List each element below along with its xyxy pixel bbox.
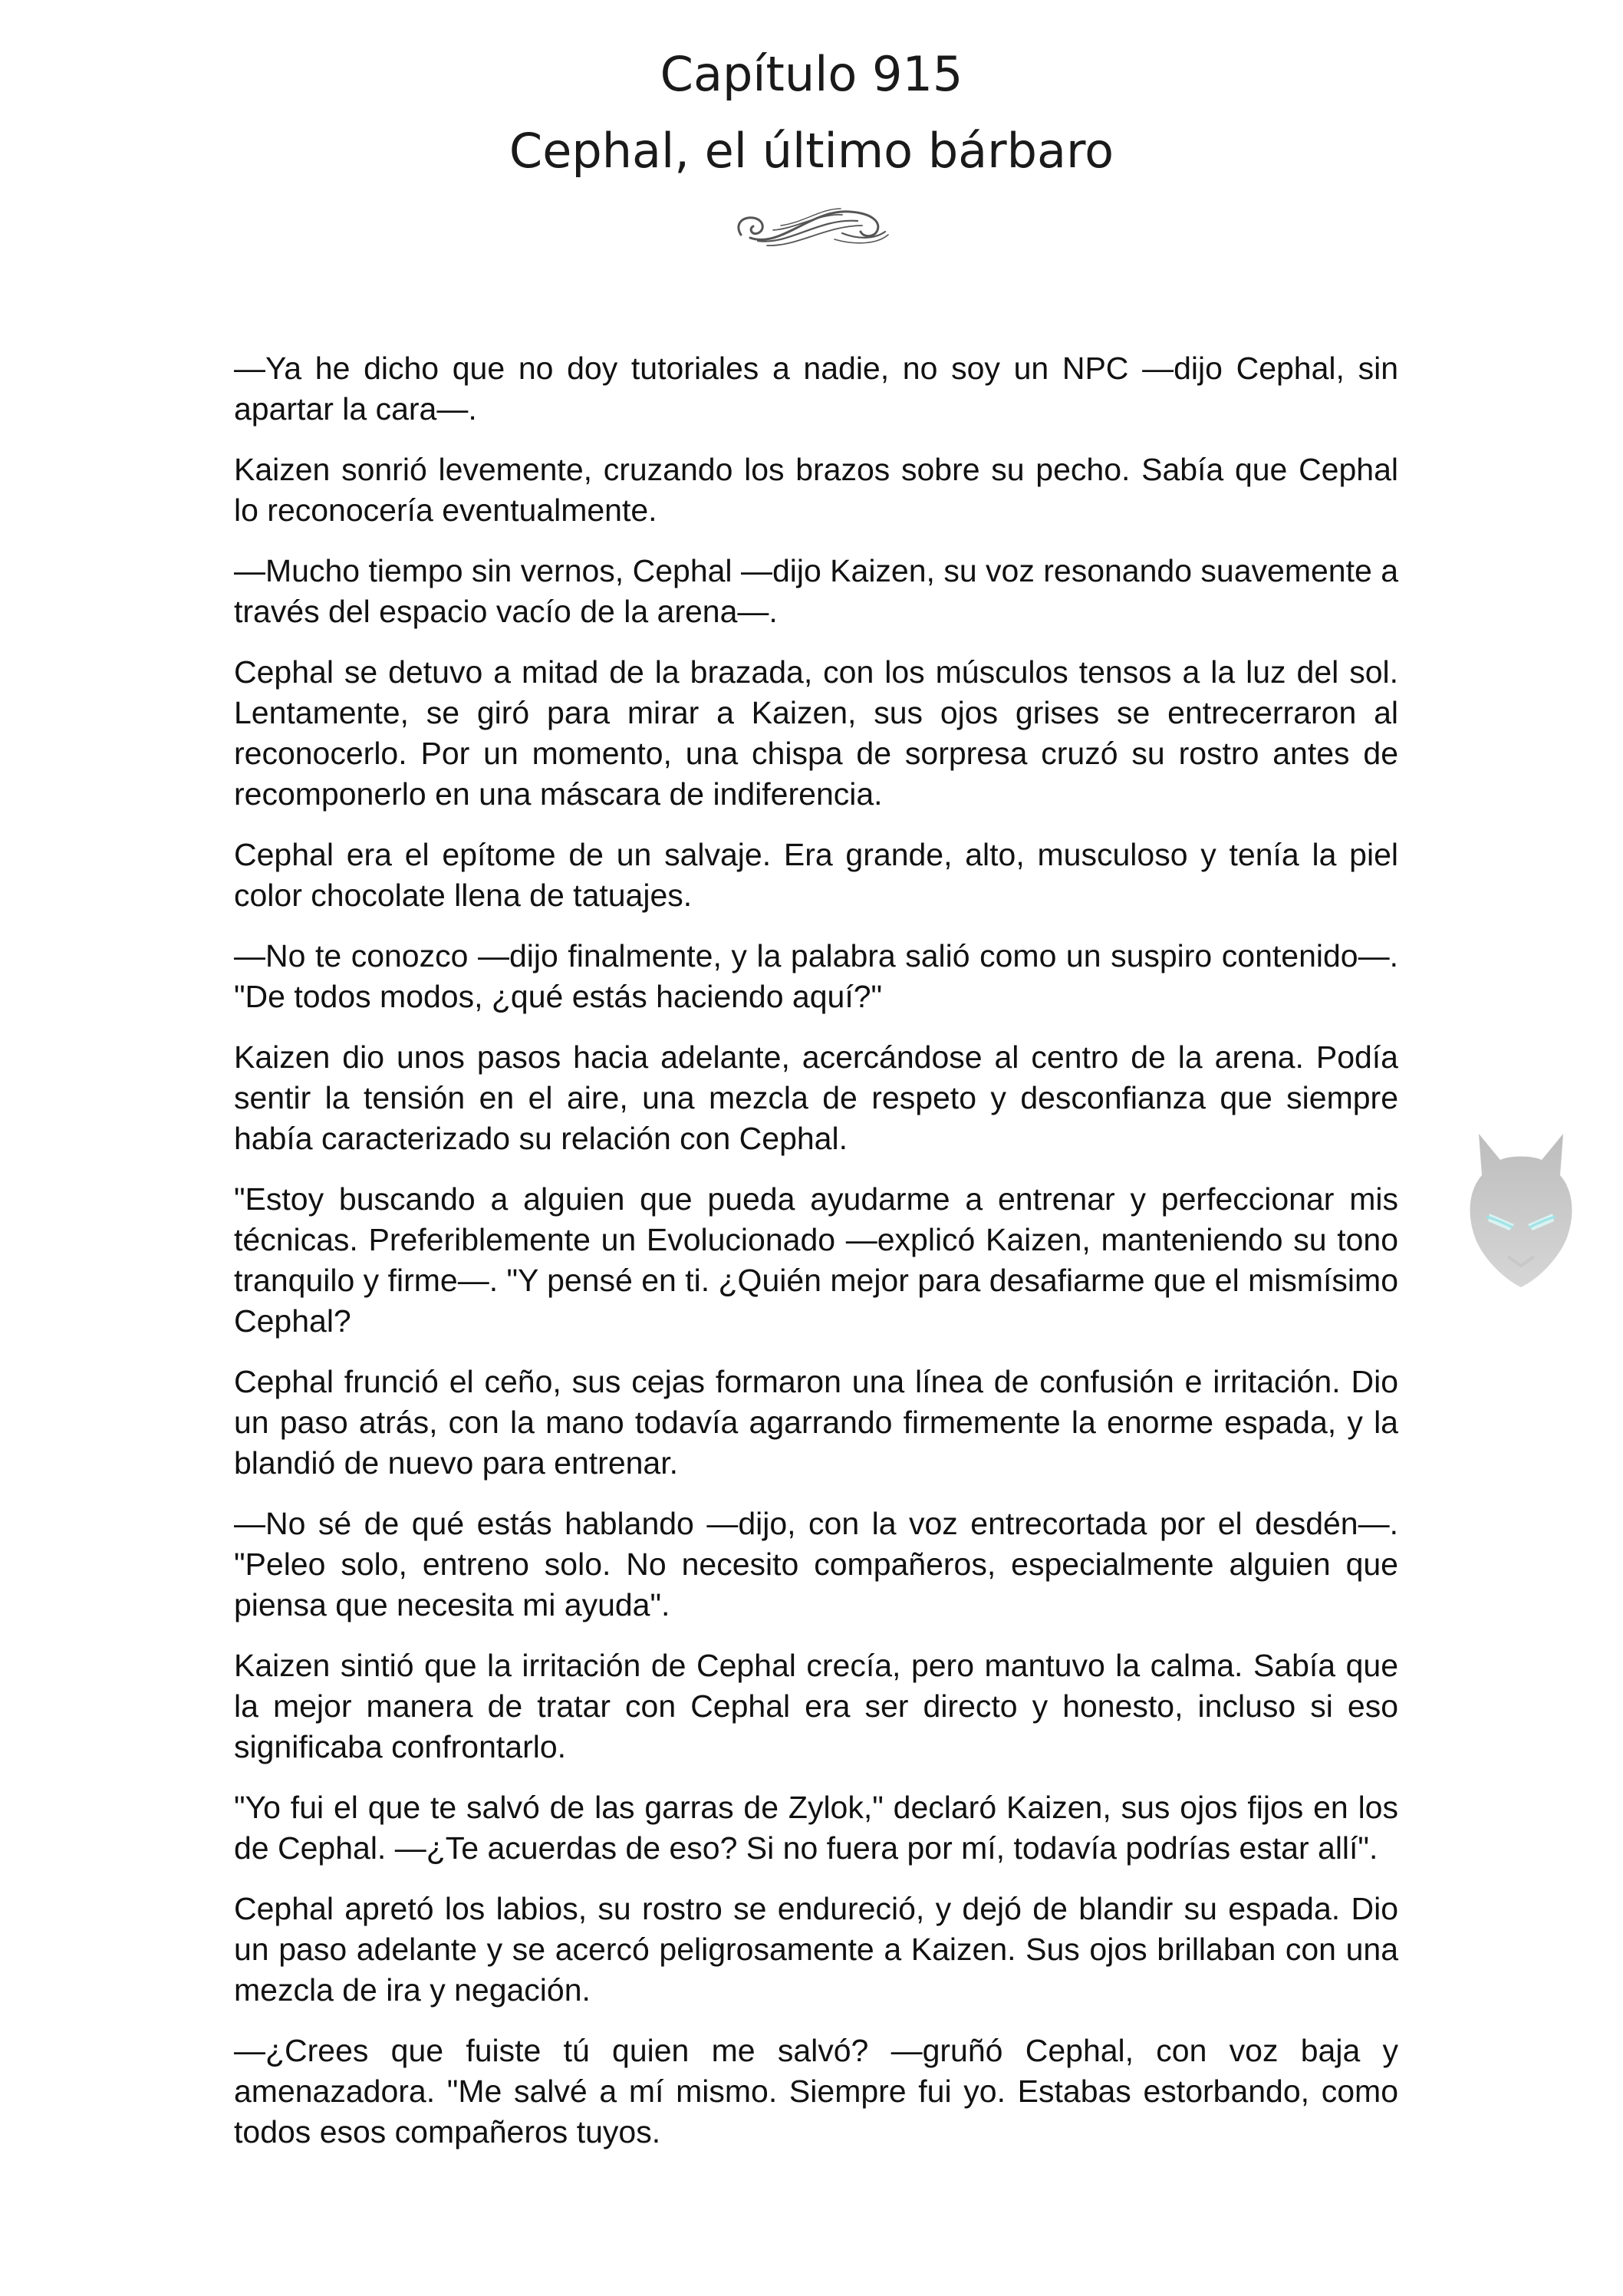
paragraph: Cephal era el epítome de un salvaje. Era grande, alto, musculoso y tenía la piel color chocolate llena de tatuajes. (234, 837, 1398, 913)
chapter-title: Cephal, el último bárbaro (509, 123, 1114, 179)
paragraph: Kaizen sonrió levemente, cruzando los brazos sobre su pecho. Sabía que Cephal lo reconocería eventualmente. (234, 452, 1398, 528)
paragraph: Cephal frunció el ceño, sus cejas formaron una línea de confusión e irritación. Dio un paso atrás, con la mano todavía agarrando firmemente la enorme espada, y la blandió de nuevo para entrenar. (234, 1364, 1398, 1481)
paragraph: —No te conozco —dijo finalmente, y la palabra salió como un suspiro contenido—. "De todos modos, ¿qué estás haciendo aquí?" (234, 938, 1398, 1014)
paragraph: "Yo fui el que te salvó de las garras de Zylok," declaró Kaizen, sus ojos fijos en los de Cephal. —¿Te acuerdas de eso? Si no fuera por mí, todavía podrías estar allí". (234, 1790, 1398, 1866)
demon-head-logo-icon (1463, 1128, 1579, 1293)
paragraph: Kaizen dio unos pasos hacia adelante, acercándose al centro de la arena. Podía sentir la tensión en el aire, una mezcla de respeto y desconfianza que siempre había caracterizado su relación con Cephal. (234, 1039, 1398, 1156)
chapter-header (0, 40, 1623, 186)
chapter-number: Capítulo 915 (660, 46, 963, 102)
paragraph: —No sé de qué estás hablando —dijo, con la voz entrecortada por el desdén—. "Peleo solo, entreno solo. No necesito compañeros, especialmente alguien que piensa que necesita mi ayuda". (234, 1506, 1398, 1622)
paragraph: —¿Crees que fuiste tú quien me salvó? —gruñó Cephal, con voz baja y amenazadora. "Me salvé a mí mismo. Siempre fui yo. Estabas estorbando, como todos esos compañeros tuyos. (234, 2033, 1398, 2149)
flourish-divider-icon (727, 195, 896, 256)
paragraph: "Estoy buscando a alguien que pueda ayudarme a entrenar y perfeccionar mis técnicas. Preferiblemente un Evolucionado —explicó Kaizen, manteniendo su tono tranquilo y firme—. "Y pensé en ti. ¿Quién mejor para desafiarme que el mismísimo Cephal? (234, 1181, 1398, 1339)
paragraph: —Ya he dicho que no doy tutoriales a nadie, no soy un NPC —dijo Cephal, sin apartar la cara—. (234, 351, 1398, 427)
chapter-body (234, 348, 1398, 2172)
paragraph: Cephal apretó los labios, su rostro se endureció, y dejó de blandir su espada. Dio un paso adelante y se acercó peligrosamente a Kaizen. Sus ojos brillaban con una mezcla de ira y negación. (234, 1891, 1398, 2008)
paragraph: Cephal se detuvo a mitad de la brazada, con los músculos tensos a la luz del sol. Lentamente, se giró para mirar a Kaizen, sus ojos grises se entrecerraron al reconocerlo. Por un momento, una chispa de sorpresa cruzó su rostro antes de recomponerlo en una máscara de indiferencia. (234, 654, 1398, 812)
paragraph: —Mucho tiempo sin vernos, Cephal —dijo Kaizen, su voz resonando suavemente a través del espacio vacío de la arena—. (234, 553, 1398, 629)
paragraph: Kaizen sintió que la irritación de Cephal crecía, pero mantuvo la calma. Sabía que la mejor manera de tratar con Cephal era ser directo y honesto, incluso si eso significaba confrontarlo. (234, 1648, 1398, 1764)
